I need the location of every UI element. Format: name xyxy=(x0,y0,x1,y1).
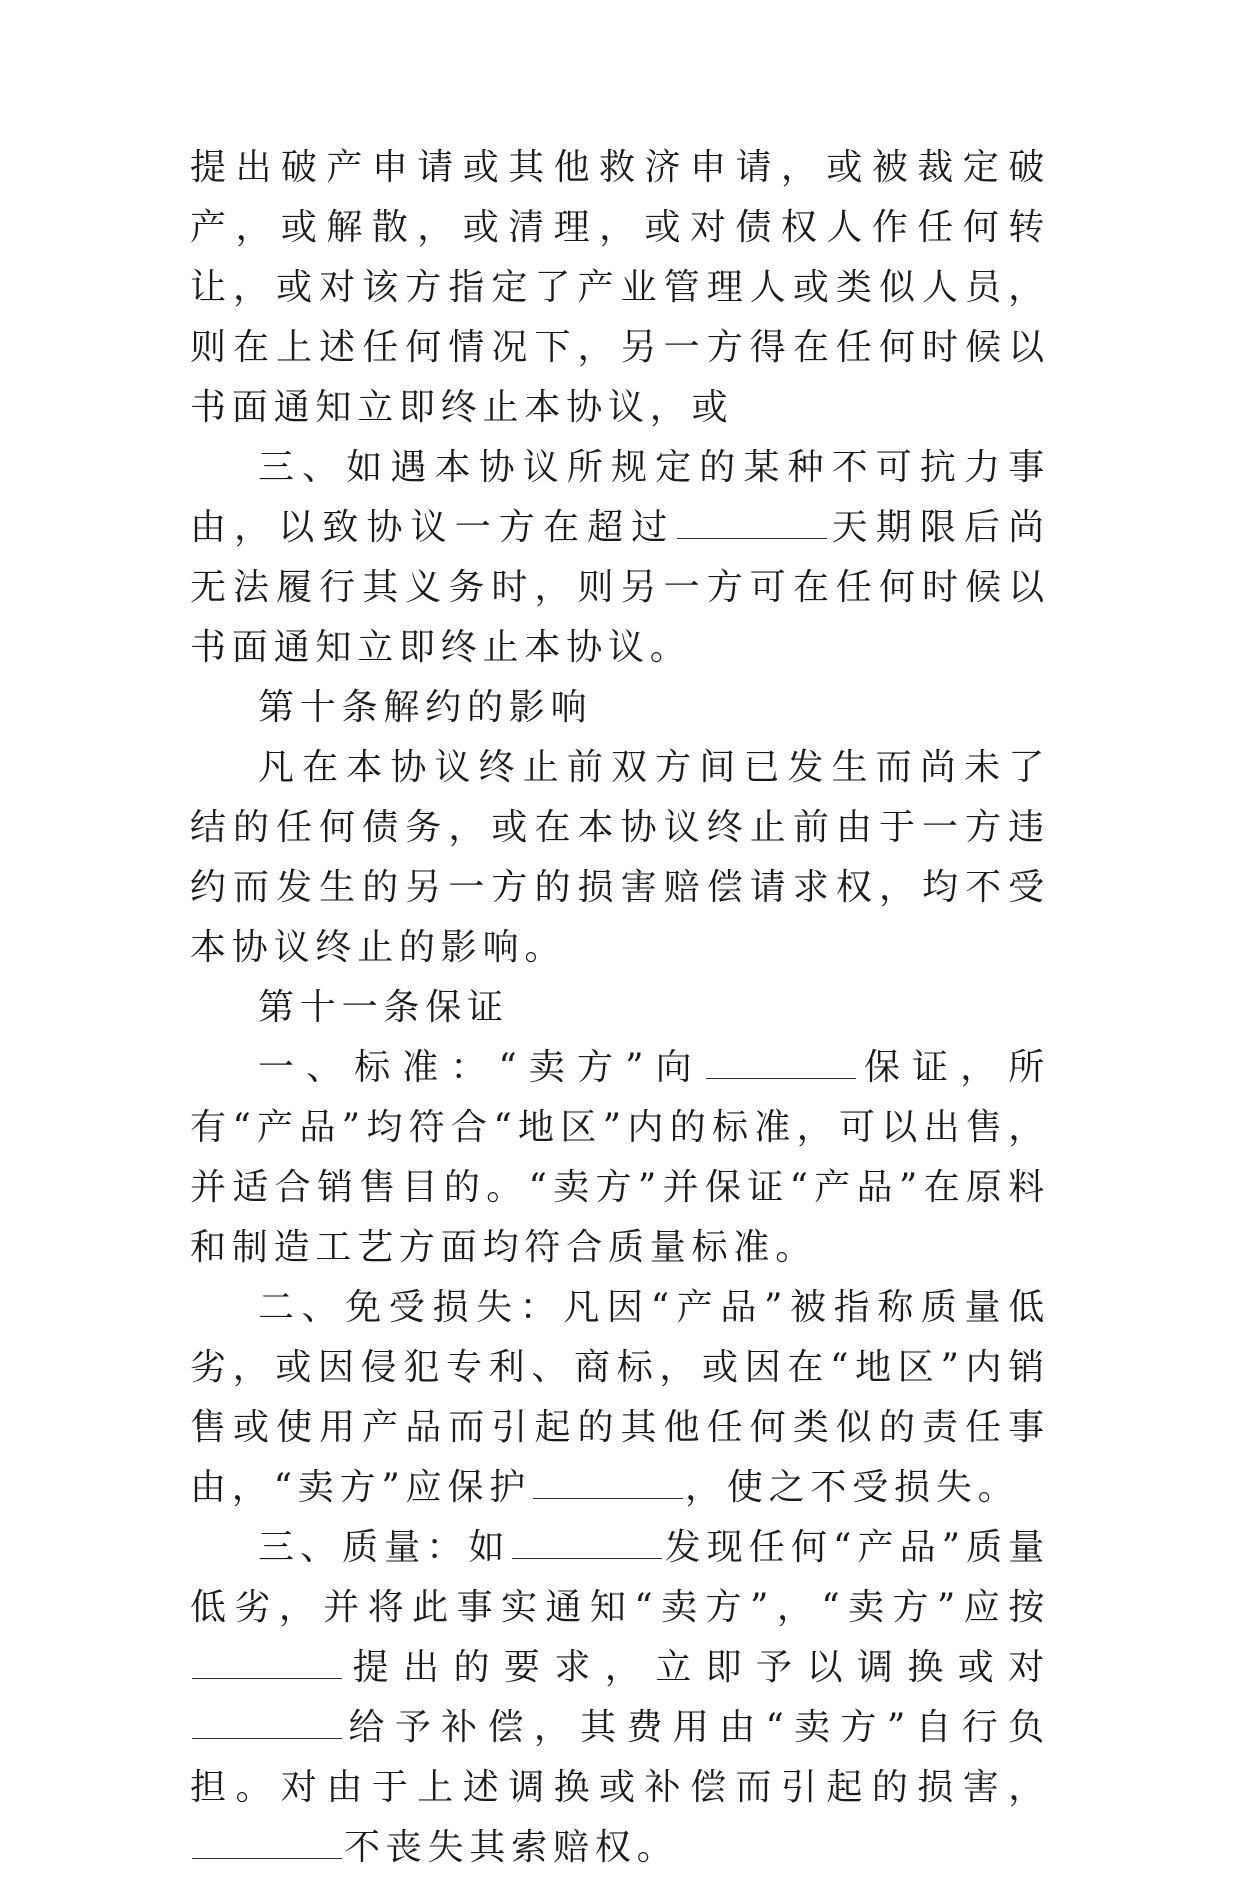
paragraph-text: 提出破产申请或其他救济申请，或被裁定破产，或解散，或清理，或对债权人作任何转让，或对该方指定了产业管理人或类似人员，则在上述任何情况下，另一方得在任何时候以书面通知立即终止本协议，或 xyxy=(190,147,1050,428)
paragraph-warranty-standard xyxy=(190,1038,1050,1278)
paragraph-text: 二、免受损失：凡因“产品”被指称质量低劣，或因侵犯专利、商标，或因在“地区”内销售或使用产品而引起的其他任何类似的责任事由，“卖方”应保护 xyxy=(190,1287,1050,1508)
paragraph-text: 天期限后尚无法履行其义务时，则另一方可在任何时候以书面通知立即终止本协议。 xyxy=(190,507,1050,668)
fill-in-blank-party[interactable] xyxy=(706,1048,856,1079)
fill-in-blank-party[interactable] xyxy=(192,1708,342,1739)
paragraph-warranty-quality xyxy=(190,1518,1050,1878)
paragraph-text: 给予补偿，其费用由“卖方”自行负担。对由于上述调换或补偿而引起的损害， xyxy=(190,1707,1050,1808)
heading-text: 第十一条保证 xyxy=(258,987,509,1028)
paragraph-termination-effect xyxy=(190,738,1050,978)
paragraph-text: 三、质量：如 xyxy=(258,1527,511,1568)
article-10-heading xyxy=(190,678,1050,738)
paragraph-text: 不丧失其索赔权。 xyxy=(344,1827,679,1868)
article-11-heading xyxy=(190,978,1050,1038)
paragraph-text: 保证，所有“产品”均符合“地区”内的标准，可以出售，并适合销售目的。“卖方”并保证“产品”在原料和制造工艺方面均符合质量标准。 xyxy=(190,1047,1050,1268)
fill-in-blank-party[interactable] xyxy=(192,1648,342,1679)
paragraph-text: 三、如遇本协议所规定的某种不可抗力事由，以致协议一方在超过 xyxy=(190,447,1050,548)
paragraph-text: 一、标准：“卖方”向 xyxy=(258,1047,704,1088)
paragraph-text: 发现任何“产品”质量低劣，并将此事实通知“卖方”，“卖方”应按 xyxy=(190,1527,1050,1628)
paragraph-bankruptcy-termination xyxy=(190,138,1050,438)
fill-in-blank-party[interactable] xyxy=(533,1468,683,1499)
paragraph-warranty-indemnity xyxy=(190,1278,1050,1518)
heading-text: 第十条解约的影响 xyxy=(258,687,593,728)
document-page xyxy=(190,138,1050,1878)
fill-in-blank-days[interactable] xyxy=(677,508,827,539)
paragraph-text: ，使之不受损失。 xyxy=(685,1467,1020,1508)
fill-in-blank-party[interactable] xyxy=(192,1828,342,1859)
paragraph-text: 凡在本协议终止前双方间已发生而尚未了结的任何债务，或在本协议终止前由于一方违约而发生的另一方的损害赔偿请求权，均不受本协议终止的影响。 xyxy=(190,747,1050,968)
fill-in-blank-party[interactable] xyxy=(512,1528,662,1559)
paragraph-force-majeure-termination xyxy=(190,438,1050,678)
paragraph-text: 提出的要求，立即予以调换或对 xyxy=(344,1647,1050,1688)
